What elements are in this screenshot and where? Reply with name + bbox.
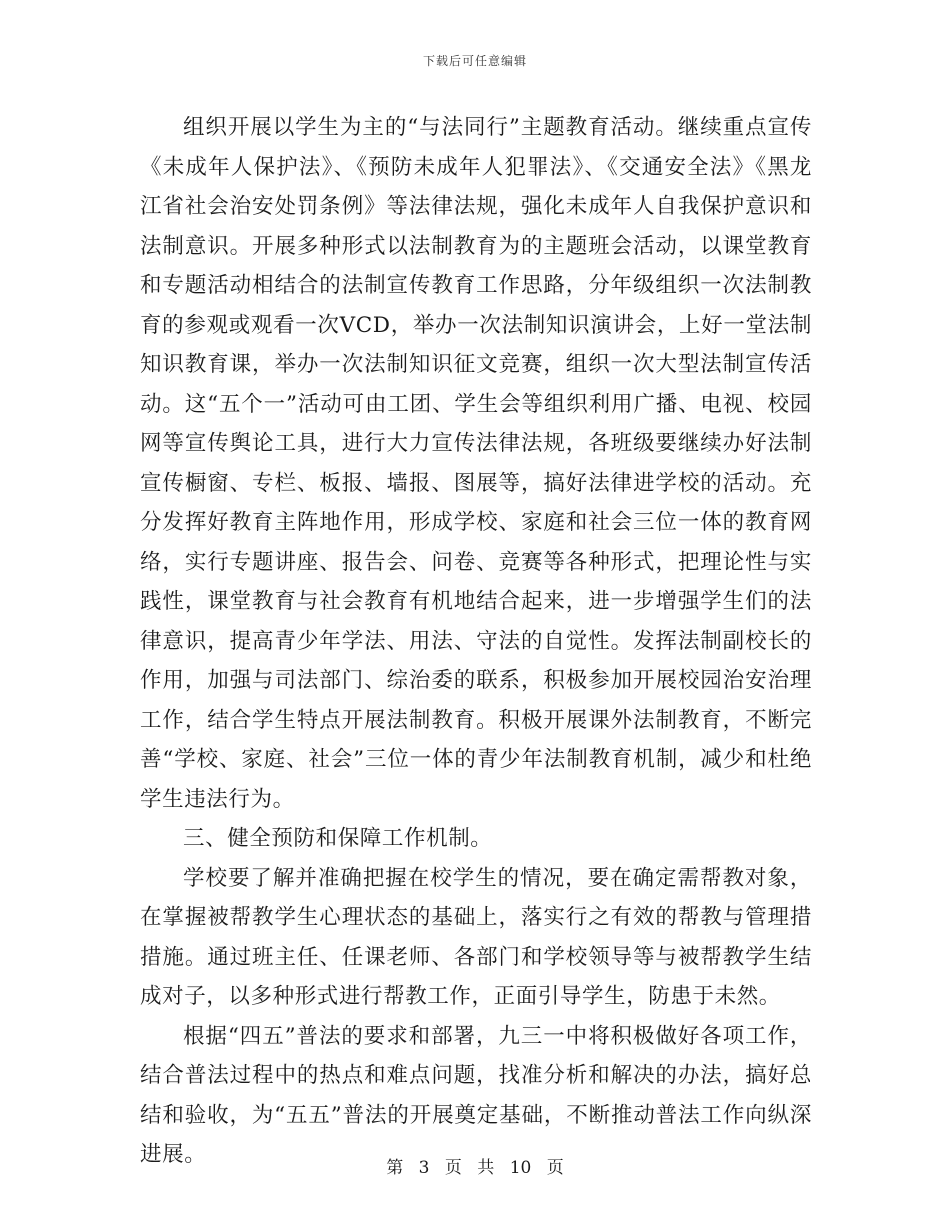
footer-total-pages: 10	[509, 1158, 532, 1178]
footer-label-total-unit: 页	[546, 1158, 564, 1178]
footer-label-page-unit: 页	[444, 1158, 462, 1178]
document-body	[140, 108, 812, 1175]
paragraph-student-assistance: 学校要了解并准确把握在校学生的情况，要在确定需帮教对象，在掌握被帮教学生心理状态的基础上，落实行之有效的帮教与管理措措施。通过班主任、任课老师、各部门和学校领导等与被帮教学生结成对子，以多种形式进行帮教工作，正面引导学生，防患于未然。	[140, 865, 812, 1009]
section-heading-prevention-mechanism: 三、健全预防和保障工作机制。	[183, 826, 493, 851]
paragraph-legal-education-activities: 组织开展以学生为主的“与法同行”主题教育活动。继续重点宣传《未成年人保护法》、《预防未成年人犯罪法》、《交通安全法》《黑龙江省社会治安处罚条例》等法律法规，强化未成年人自我保护意识和法制意识。开展多种形式以法制教育为的主题班会活动，以课堂教育和专题活动相结合的法制宣传教育工作思路，分年级组织一次法制教育的参观或观看一次VCD，举办一次法制知识演讲会，上好一堂法制知识教育课，举办一次法制知识征文竞赛，组织一次大型法制宣传活动。这“五个一”活动可由工团、学生会等组织利用广播、电视、校园网等宣传舆论工具，进行大力宣传法律法规，各班级要继续办好法制宣传橱窗、专栏、板报、墙报、图展等，搞好法律进学校的活动。充分发挥好教育主阵地作用，形成学校、家庭和社会三位一体的教育网络，实行专题讲座、报告会、问卷、竞赛等各种形式，把理论性与实践性，课堂教育与社会教育有机地结合起来，进一步增强学生们的法律意识，提高青少年学法、用法、守法的自觉性。发挥法制副校长的作用，加强与司法部门、综治委的联系，积极参加开展校园治安治理工作，结合学生特点开展法制教育。积极开展课外法制教育，不断完善“学校、家庭、社会”三位一体的青少年法制教育机制，减少和杜绝学生违法行为。	[140, 115, 812, 812]
paragraph-law-popularization-plan: 根据“四五”普法的要求和部署，九三一中将积极做好各项工作，结合普法过程中的热点和难点问题，找准分析和解决的办法，搞好总结和验收，为“五五”普法的开展奠定基础，不断推动普法工作向纵深进展。	[140, 1023, 812, 1167]
page-footer	[0, 1153, 950, 1178]
footer-label-page: 第	[386, 1158, 404, 1178]
page-header: 下载后可任意编辑	[422, 54, 527, 68]
footer-label-total: 共	[477, 1158, 495, 1178]
footer-current-page: 3	[418, 1158, 430, 1178]
